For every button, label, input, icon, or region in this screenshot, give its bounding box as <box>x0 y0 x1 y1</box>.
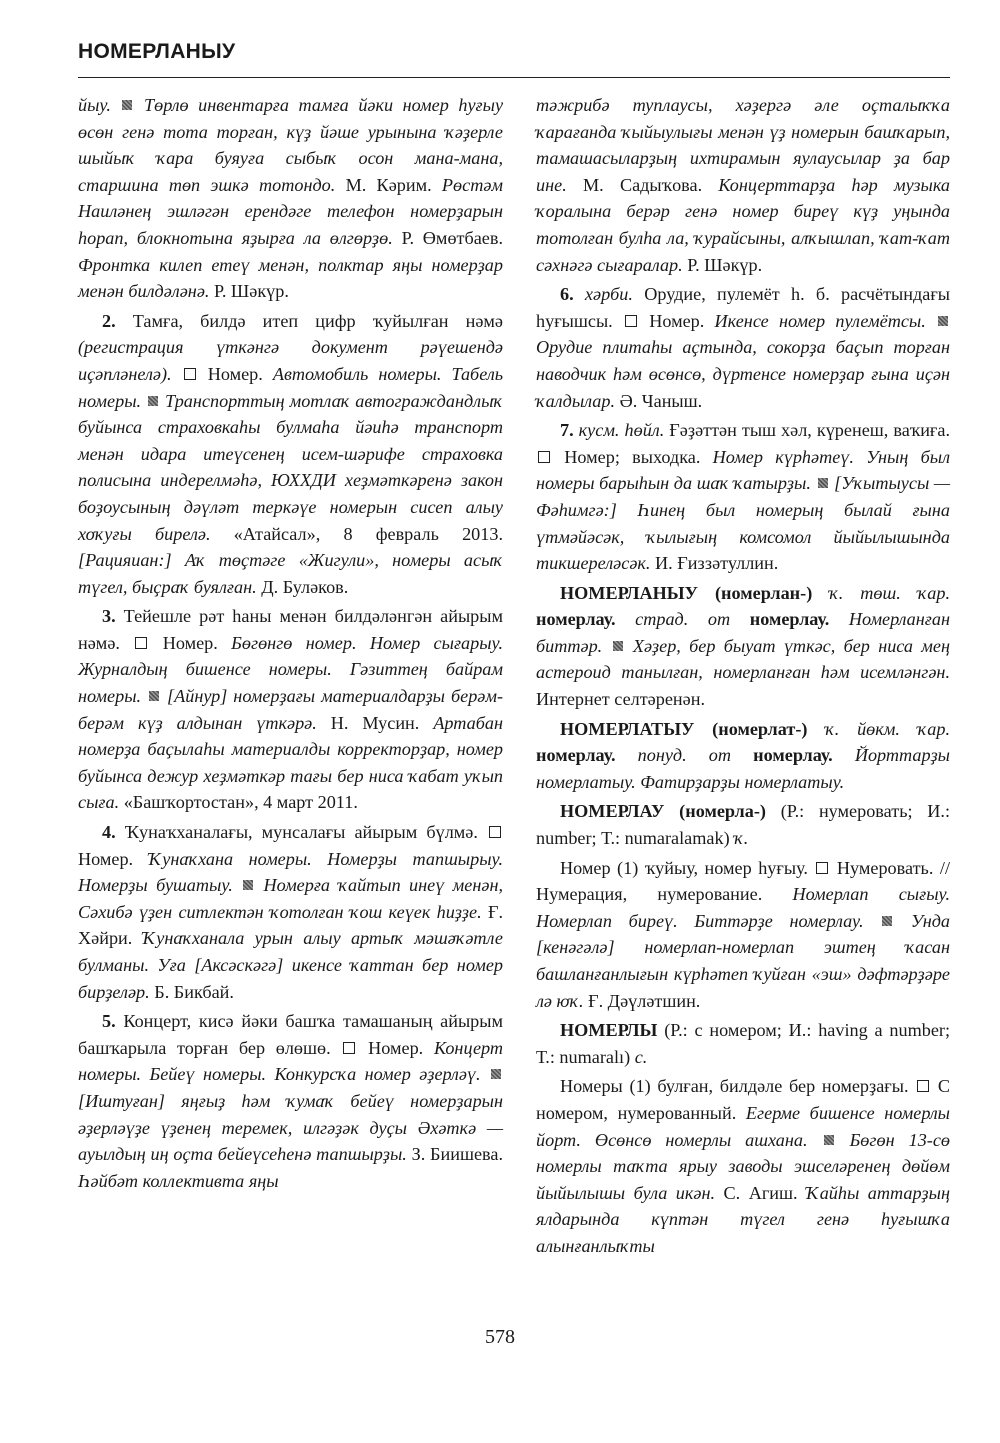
author: Н. Мусин. <box>330 712 420 733</box>
label: кусм. һөйл. <box>578 420 665 441</box>
sense-4 <box>78 819 503 1005</box>
label: ҡ. йөкм. ҡар. <box>825 718 950 739</box>
equivalents: (Р.: нумеровать; И.: number; Т.: numaralamak) <box>536 801 951 849</box>
entry-nomerlau-definition <box>536 855 950 1015</box>
translation-marker-icon <box>489 826 501 838</box>
definition: Номеры (1) булған, билдәле бер номерҙағы. <box>560 1076 909 1097</box>
example: Номерланған биттәр. <box>536 609 951 656</box>
sense-6 <box>536 281 950 414</box>
translation: Номер. <box>162 632 218 653</box>
source: Интернет селтәренән. <box>536 689 705 710</box>
example: Һәйбәт коллективта яңы <box>78 1170 279 1191</box>
stem: (номерлат-) <box>712 718 808 739</box>
author: С. Агиш. <box>723 1182 798 1203</box>
sense-number: 2. <box>102 310 116 331</box>
sense-number: 3. <box>102 606 116 627</box>
entry-nomerly-definition <box>536 1073 950 1259</box>
entry-nomerlatyu <box>536 716 950 796</box>
example-marker-icon <box>824 1135 834 1145</box>
headword: НОМЕРЛАТЫУ <box>560 718 695 739</box>
translation-marker-icon <box>343 1042 355 1054</box>
author: Ғ. Дәүләтшин. <box>588 990 701 1011</box>
example: Орудие плитаһы аҫтында, сокорҙа баҫып торған наводчик һәм өсөнсө, дүртенсе номерҙар ғына иҫән ҡалдылар. <box>536 337 950 411</box>
example: Ҡунаҡхана номеры. Номерҙы тапшырыу. Номерҙы бушатыу. <box>78 848 503 896</box>
headword: НОМЕРЛАУ <box>560 801 665 822</box>
translation-marker-icon <box>625 315 637 327</box>
entry-nomerly <box>536 1017 950 1070</box>
definition: Концерт, кисә йәки башҡа тамашаның айырым башҡарыла торған бер өлөшө. <box>78 1011 503 1058</box>
crossref: номерлау. <box>536 745 616 766</box>
example-marker-icon <box>149 691 159 701</box>
entry-nomerlanyu <box>536 580 950 713</box>
example: тәжрибә туплаусы, хәҙергә әле оҫталыҡҡа ҡарағанда ҡыйыулығы менән үҙ номерын башҡарып, тамашасыларҙың ихтирамын яулаусылар ҙа бар ине. <box>536 95 950 195</box>
sense-number: 7. <box>560 420 574 441</box>
example: Номерлап сығыу. Номерлап биреү. Биттәрҙе номерлау. <box>536 884 951 931</box>
translation: Нумеровать. // Нумерация, нумерование. <box>536 857 950 905</box>
definition: Ҡунаҡханалағы, мунсалағы айырым бүлмә. <box>124 822 478 843</box>
translation-marker-icon <box>538 451 550 463</box>
example: Ҡайһы аттарҙың ялдарында күптән түгел генә һуғышҡа алынғанлыҡты <box>536 1182 950 1256</box>
example: Артабан номерҙа баҫылаһы материалды корректорҙар, номер буйынса дежур хеҙмәткәр тағы бер ниса ҡабат уҡып сыға. <box>78 712 503 813</box>
translation: Номер. <box>207 363 263 384</box>
example: Концерттарҙа һәр музыка ҡоралына берәр генә номер биреү күҙ уңында тотолған булһа ла, ҡурайсыны, алҡышлап, ҡат-ҡат сәхнәгә сығаралар. <box>536 174 950 275</box>
example: Бөгөн 13-сө номерлы таҡта ярыу заводы эшселәренең дөйөм йыйылышы була икән. <box>536 1129 951 1203</box>
definition: Номер (1) ҡуйыу, номер һуғыу. <box>560 857 808 878</box>
author: Ғ. Хәйри. <box>78 901 504 949</box>
headword: НОМЕРЛЫ <box>560 1020 658 1041</box>
page-header: НОМЕРЛАНЫУ <box>78 40 236 63</box>
example-marker-icon <box>243 880 253 890</box>
translation-marker-icon <box>917 1080 929 1092</box>
sense-2 <box>78 308 503 601</box>
sense-5 <box>78 1008 503 1194</box>
entry-nomerlau <box>536 798 950 851</box>
author: Д. Буләков. <box>261 576 349 597</box>
definition: Ғәҙәттән тыш хәл, күренеш, ваҡиға. <box>669 420 951 441</box>
translation: С номером, нумерованный. <box>536 1076 951 1123</box>
translation: Номер. <box>78 848 134 869</box>
headword: НОМЕРЛАНЫУ <box>560 582 699 603</box>
example: [Уҡытыусы — Фәһимгә:] Һинең был номерың былай ғына үтмәйәсәк, ҡылығың комсомол йыйылышында тикшереләсәк. <box>536 473 951 574</box>
definition: Тамға, билдә итеп цифр ҡуйылған нәмә <box>132 310 503 331</box>
sense-number: 6. <box>560 284 574 305</box>
author: И. Ғиззәтуллин. <box>655 553 779 574</box>
example: Төрлө инвентарға тамға йәки номер һуғыу өсөн генә тота торған, күҙ йәше урынына ҡәҙерле шыйыҡ ҡара буяуға сыбыҡ осон мана-мана, старшина төп эшкә тотондо. <box>78 95 504 195</box>
note: (регистрация үткәнгә документ рәүешендә иҫәпләнелә). <box>78 337 503 384</box>
author: Р. Өмөтбаев. <box>401 227 504 248</box>
crossref: номерлау. <box>753 745 833 766</box>
label: страд. от <box>635 609 731 630</box>
example: Егерме бишенсе номерлы йорт. Өсөнсө номерлы ашхана. <box>536 1102 950 1150</box>
label: хәрби. <box>584 284 633 305</box>
label: ҡ. <box>734 828 749 849</box>
translation-marker-icon <box>135 637 147 649</box>
paragraph <box>536 92 950 278</box>
definition: Орудие, пулемёт һ. б. расчётындағы һуғышсы. <box>536 284 951 331</box>
sense-7 <box>536 417 950 577</box>
translation-marker-icon <box>816 862 828 874</box>
author: М. Кәрим. <box>345 174 432 195</box>
label: ҡ. төш. ҡар. <box>829 582 951 603</box>
header-rule <box>78 77 950 78</box>
example: Транспорттың мотлаҡ автограждандлыҡ буйынса страховкаһы булмаһа йәиһә транспорт менән идара итеүсенең исем-шәрифе страховка полисына индерелмәһә, ЮХХДИ хеҙмәткәренә закон боҙоусының дәүләт теркәүе номерын сисеп алыу хоҡуғы бирелә. <box>78 390 504 544</box>
author: Р. Шәкүр. <box>687 254 763 275</box>
page-number: 578 <box>485 1326 515 1348</box>
example: Унда [кенәгәлә] номерлап-номерлап эштең ҡасан башланғанлығын күрһәтеп ҡуйған «эш» дәфтәрҙәре лә юҡ. <box>536 910 951 1011</box>
translation-marker-icon <box>184 368 196 380</box>
author: Б. Бикбай. <box>154 981 234 1002</box>
example: Фронтка килеп етеү менән, полктар яңы номерҙар менән билдәләнә. <box>78 254 503 302</box>
translation: Номер. <box>649 310 705 331</box>
example-marker-icon <box>122 100 132 110</box>
example: [Рацияиан:] Аҡ төҫтәге «Жигули», номеры асыҡ түгел, быҫраҡ буялған. <box>78 550 503 597</box>
label: с. <box>634 1046 648 1067</box>
sense-number: 4. <box>102 822 116 843</box>
example: Икенсе номер пулемётсы. <box>714 310 926 331</box>
example: Хәҙер, бер быуат үткәс, бер ниса мең астероид танылған, номерланған һәм исемләнгән. <box>536 635 951 683</box>
example-marker-icon <box>148 396 158 406</box>
label: понуд. от <box>637 745 732 766</box>
source: «Атайсал», 8 февраль 2013. <box>233 523 504 544</box>
author: З. Биишева. <box>411 1144 503 1165</box>
example: [Иштуған] яңғыҙ һәм ҡумаҡ бейеү номерҙарын әҙерләүҙе үҙенең теремек, илгәҙәк дуҫы Әхәткә — ауылдың иң оҫта бейеүсеһенә тапшырҙы. <box>78 1090 503 1165</box>
translation: Номер; выходка. <box>564 446 701 467</box>
example-marker-icon <box>938 316 948 326</box>
stem: (номерлан-) <box>714 582 813 603</box>
example-marker-icon <box>613 641 623 651</box>
source: «Башҡортостан», 4 март 2011. <box>123 792 358 813</box>
paragraph <box>78 92 503 305</box>
definition: Тейешле рәт һаны менән билдәләнгән айырым нәмә. <box>78 606 504 653</box>
example: Йорттарҙы номерлатыу. Фатирҙарҙы номерлатыу. <box>536 745 950 792</box>
example-marker-icon <box>491 1069 501 1079</box>
crossref: номерлау. <box>749 609 830 630</box>
equivalents: (Р.: с номером; И.: having a number; Т.: numaralı) <box>536 1020 951 1067</box>
text: йыу. <box>78 95 111 115</box>
right-column <box>536 92 950 1263</box>
example-marker-icon <box>818 478 828 488</box>
example: Номер күрһәтеү. Уның был номеры барыһын да шаҡ ҡатырҙы. <box>536 446 951 494</box>
left-column <box>78 92 503 1197</box>
example: Бөгөнгө номер. Номер сығарыу. Журналдың бишенсе номеры. Гәзиттең байрам номеры. <box>78 632 504 707</box>
sense-number: 5. <box>102 1011 116 1032</box>
sense-3 <box>78 603 503 816</box>
example: [Айнур] номерҙағы материалдарҙы берәм-берәм күҙ алдынан үткәрә. <box>78 686 504 733</box>
example: Рөстәм Наиләнең эшләгән ерендәге телефон номерҙарын һорап, блокнотына яҙырға ла өлгөрҙө. <box>78 174 504 248</box>
example: Номерға ҡайтып инеү менән, Сәхибә үҙен ситлектән ҡотолған ҡош кеүек һиҙҙе. <box>78 875 504 922</box>
example: Ҡунаҡханала урын алыу артыҡ мәшәҡәтле булманы. Уға [Аксәскәгә] икенсе ҡаттан бер номер бирҙеләр. <box>78 928 503 1002</box>
author: Ә. Чаныш. <box>619 390 703 411</box>
example: Концерт номеры. Бейеү номеры. Конкурсҡа номер әҙерләү. <box>78 1037 504 1085</box>
translation: Номер. <box>368 1037 424 1058</box>
stem: (номерла-) <box>679 801 766 822</box>
example-marker-icon <box>882 916 892 926</box>
author: Р. Шәкүр. <box>213 281 289 302</box>
author: М. Садыҡова. <box>583 174 703 195</box>
example: Автомобиль номеры. Табель номеры. <box>78 363 504 411</box>
crossref: номерлау. <box>536 609 616 630</box>
